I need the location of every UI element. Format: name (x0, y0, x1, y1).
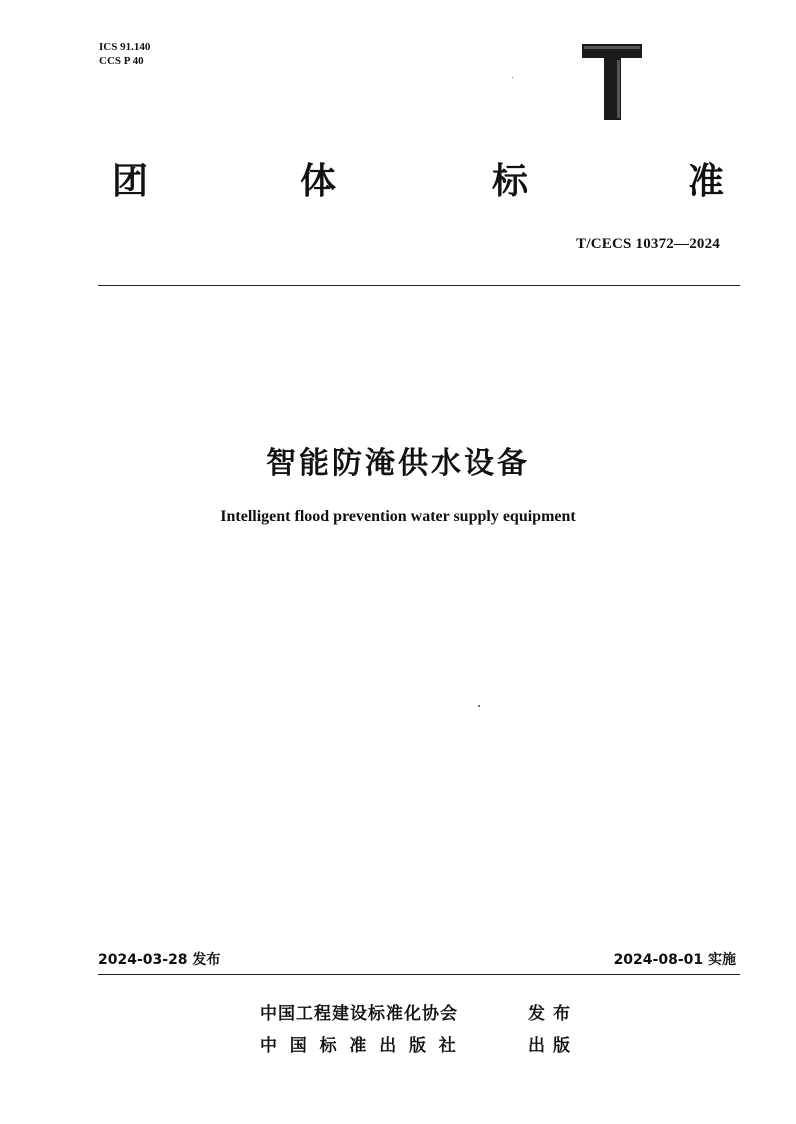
standard-type-char: 体 (300, 161, 337, 202)
publisher-issuer-org: 中国工程建设标准化协会 (260, 1004, 458, 1024)
ics-code: ICS 91.140 (99, 41, 151, 53)
title-english: Intelligent flood prevention water supply equipment (220, 508, 576, 525)
classification-codes (99, 40, 150, 68)
scan-speck (512, 77, 513, 78)
implementation-date: 2024-08-01 实施 (613, 952, 736, 968)
publisher-press-role: 出版 (528, 1036, 578, 1056)
standard-type-char: 团 (112, 161, 149, 202)
standard-type-char: 准 (688, 161, 725, 202)
title-chinese: 智能防淹供水设备 (266, 446, 530, 481)
publisher-issuer-role: 发布 (528, 1004, 578, 1024)
issue-date: 2024-03-28 发布 (98, 952, 221, 968)
standard-t-logo-icon (582, 44, 642, 120)
publisher-press-org: 中国标准出版社 (260, 1036, 469, 1056)
top-divider (98, 285, 740, 286)
bottom-divider (98, 974, 740, 975)
standard-type-heading (100, 158, 730, 206)
standard-number: T/CECS 10372—2024 (576, 236, 720, 252)
ccs-code: CCS P 40 (99, 55, 144, 67)
scan-speck (478, 705, 480, 707)
standard-type-char: 标 (492, 161, 529, 202)
